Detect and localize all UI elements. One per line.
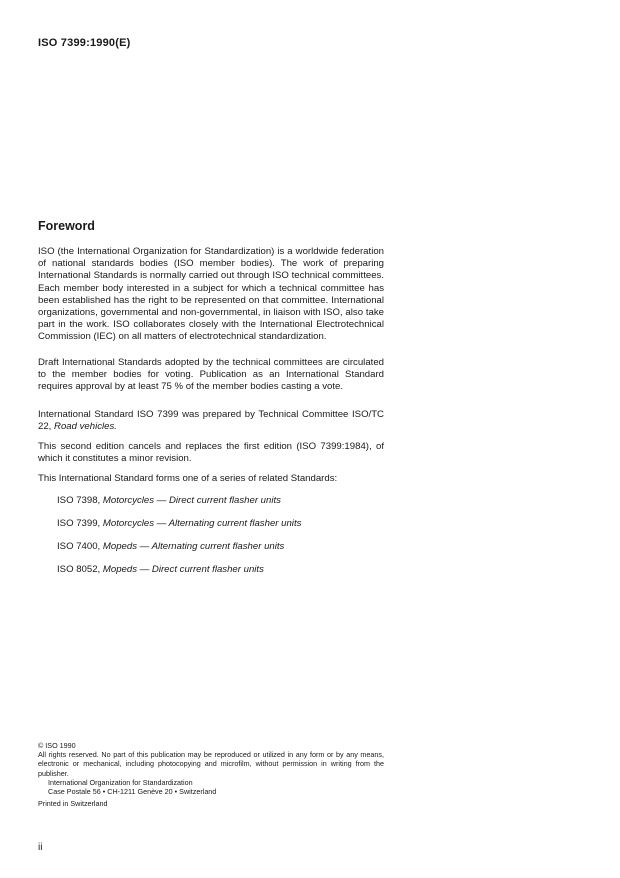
printed-in: Printed in Switzerland bbox=[38, 799, 108, 809]
list-item bbox=[57, 564, 301, 587]
edition-note: This second edition cancels and replaces the first edition (ISO 7399:1984), of which it constitutes a minor revision. bbox=[38, 441, 384, 465]
organization-name: International Organization for Standardization bbox=[48, 777, 193, 787]
standard-title: Mopeds — Alternating current flasher units bbox=[102, 541, 285, 552]
page-number: ii bbox=[38, 842, 43, 853]
standard-number: ISO 7399, bbox=[57, 518, 101, 529]
organization-address: Case Postale 56 • CH-1211 Genève 20 • Switzerland bbox=[48, 787, 217, 797]
prepared-by-paragraph bbox=[38, 409, 384, 433]
list-item bbox=[57, 541, 301, 564]
standard-number: ISO 7398, bbox=[57, 495, 101, 506]
standard-title: Motorcycles — Direct current flasher units bbox=[102, 495, 281, 506]
foreword-heading: Foreword bbox=[38, 219, 95, 233]
series-intro: This International Standard forms one of a series of related Standards: bbox=[38, 473, 338, 484]
standards-list bbox=[57, 495, 301, 587]
document-id: ISO 7399:1990(E) bbox=[38, 37, 131, 49]
committee-title: Road vehicles. bbox=[54, 421, 117, 433]
standard-title: Mopeds — Direct current flasher units bbox=[102, 564, 264, 575]
copyright-line: © ISO 1990 bbox=[38, 741, 76, 750]
standard-number: ISO 7400, bbox=[57, 541, 101, 552]
rights-notice: All rights reserved. No part of this publication may be reproduced or utilized in any form or by any means, electronic or mechanical, including photocopying and microfilm, without permission in writing from the publisher. bbox=[38, 750, 384, 778]
standard-number: ISO 8052, bbox=[57, 564, 101, 575]
prepared-by-text: International Standard ISO 7399 was prepared by Technical Committee ISO/TC 22, bbox=[38, 409, 384, 433]
list-item bbox=[57, 518, 301, 541]
standard-title: Motorcycles — Alternating current flasher units bbox=[102, 518, 302, 529]
copyright-block bbox=[38, 741, 384, 808]
foreword-paragraph: ISO (the International Organization for Standardization) is a worldwide federation of national standards bodies (ISO member bodies). The work of preparing International Standards is normally carried out through ISO technical committees. Each member body interested in a subject for which a technical committee has been established has the right to be represented on that committee. International organizations, governmental and non-governmental, in liaison with ISO, also take part in the work. ISO collaborates closely with the International Electrotechnical Commission (IEC) on all matters of electrotechnical standardization. bbox=[38, 246, 384, 343]
list-item bbox=[57, 495, 301, 518]
foreword-paragraph: Draft International Standards adopted by the technical committees are circulated to the member bodies for voting. Publication as an International Standard requires approval by at least 75 % of the member bodies casting a vote. bbox=[38, 357, 384, 393]
